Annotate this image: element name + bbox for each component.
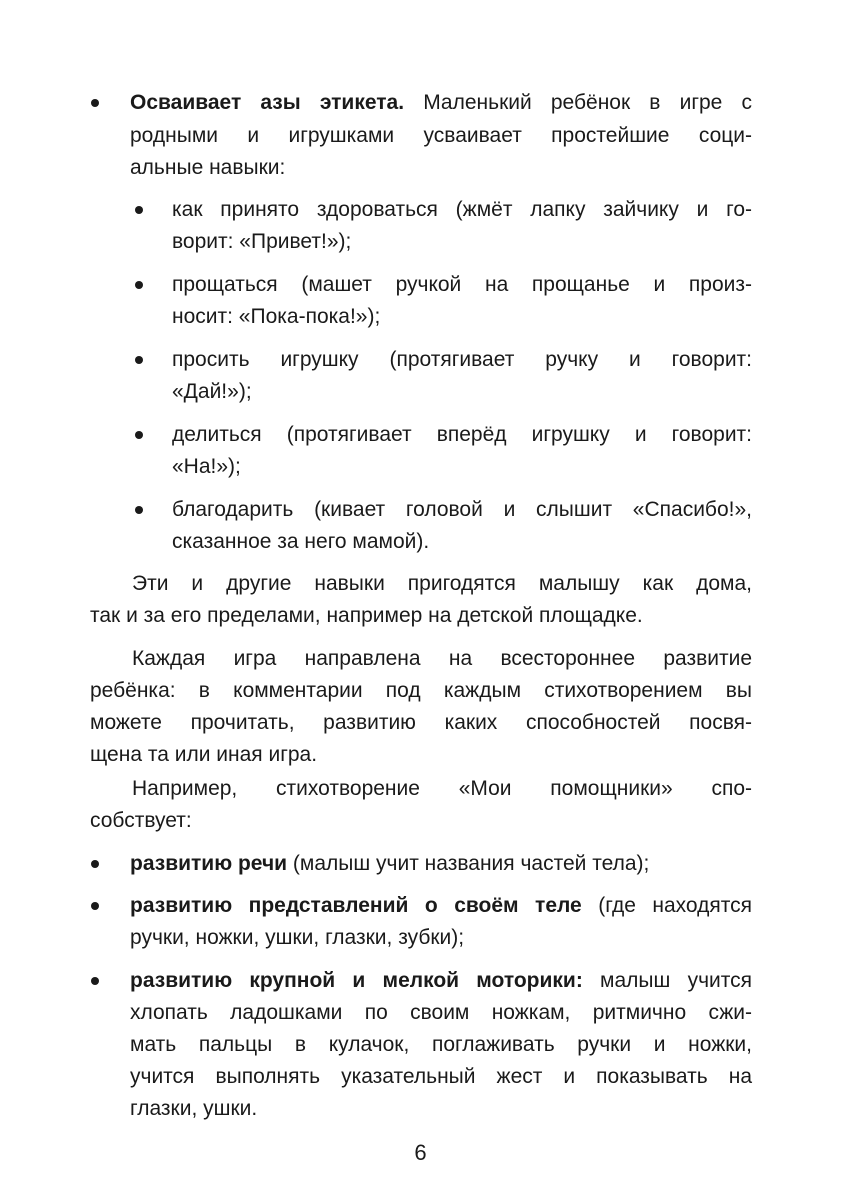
list-item-line [130,153,285,183]
text-span: Каждая игра направлена на всестороннее развитие [132,647,752,670]
text-span: щена та или иная игра. [90,743,318,766]
list-item-line [130,923,464,953]
text-span: хлопать ладошками по своим ножкам, ритмично сжи- [130,1001,752,1024]
text-span: просить игрушку (протягивает ручку и говорит: [172,348,752,371]
paragraph-line [90,806,192,836]
list-item-line [130,1062,752,1092]
list-item-line [130,966,752,996]
text-span: ворит: «Привет!»); [172,230,352,253]
bullet-icon [135,206,143,214]
paragraph-line [90,676,752,706]
list-item-line [172,420,752,450]
bullet-icon [91,902,99,910]
bullet-icon [91,977,99,985]
text-span: ребёнка: в комментарии под каждым стихотворением вы [90,679,752,702]
bold-term: Осваивает азы этикета. [130,91,405,114]
text-span: малыш учится [582,969,752,992]
text-span: ручки, ножки, ушки, глазки, зубки); [130,926,465,949]
text-span: альные навыки: [130,156,286,179]
text-span: прощаться (машет ручкой на прощанье и произ- [172,273,752,296]
paragraph-line [132,569,752,599]
text-span: делиться (протягивает вперёд игрушку и говорит: [172,423,752,446]
paragraph-line [90,740,317,770]
list-item-line [172,377,252,407]
list-item-line [172,345,752,375]
text-span: Эти и другие навыки пригодятся малышу как дома, [132,572,752,595]
text-span: глазки, ушки. [130,1097,258,1120]
list-item-line [130,849,649,879]
list-item-line [130,88,752,118]
bullet-icon [91,860,99,868]
text-span: (малыш учит названия частей тела); [287,852,650,875]
text-span: как принято здороваться (жмёт лапку зайчику и го- [172,198,752,221]
list-item-line [130,891,752,921]
text-span: родными и игрушками усваивает простейшие соци- [130,124,752,147]
list-item-line [130,121,752,151]
text-span: Маленький ребёнок в игре с [404,91,753,114]
bold-term: развитию представлений о своём теле [130,894,582,917]
paragraph-line [132,774,752,804]
bullet-icon [135,506,143,514]
text-span: сказанное за него мамой). [172,530,430,553]
bullet-icon [135,356,143,364]
text-span: учится выполнять указательный жест и показывать на [130,1065,752,1088]
paragraph-line [90,601,643,631]
paragraph-line [90,708,752,738]
list-item-line [172,270,752,300]
list-item-line [172,495,752,525]
list-item-line [172,302,380,332]
text-span: носит: «Пока-пока!»); [172,305,381,328]
text-span: благодарить (кивает головой и слышит «Спасибо!», [172,498,752,521]
text-span: Например, стихотворение «Мои помощники» спо- [132,777,752,800]
paragraph-line [132,644,752,674]
bullet-icon [135,281,143,289]
bullet-icon [135,431,143,439]
list-item-line [130,1030,752,1060]
text-span: (где находятся [581,894,752,917]
text-span: можете прочитать, развитию каких способностей посвя- [90,711,752,734]
list-item-line [130,1094,257,1124]
list-item-line [172,527,429,557]
list-item-line [172,227,351,257]
text-span: «Дай!»); [172,380,252,403]
bold-term: развитию крупной и мелкой моторики: [130,969,583,992]
bullet-icon [91,99,99,107]
list-item-line [130,998,752,1028]
text-span: «На!»); [172,455,241,478]
text-span: так и за его пределами, например на детской площадке. [90,604,643,627]
page-number: 6 [414,1140,427,1165]
bold-term: развитию речи [130,852,288,875]
text-span: мать пальцы в кулачок, поглаживать ручки и ножки, [130,1033,752,1056]
list-item-line [172,452,241,482]
list-item-line [172,195,752,225]
text-span: собствует: [90,809,192,832]
